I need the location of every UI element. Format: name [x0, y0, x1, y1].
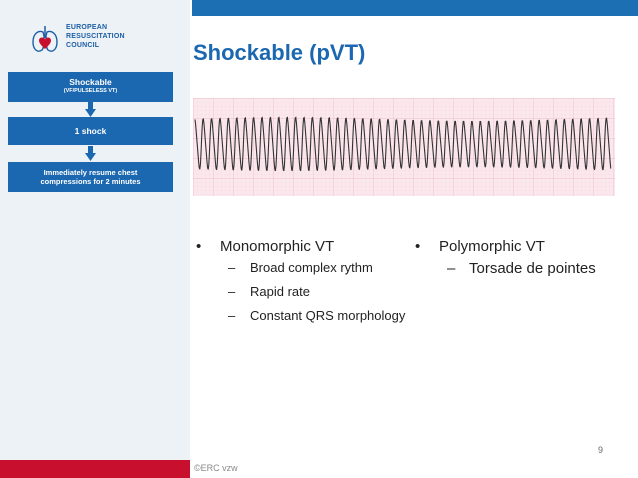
- sub-item: [196, 284, 426, 308]
- ecg-rhythm-strip: [193, 98, 615, 196]
- page-number: 9: [598, 445, 604, 455]
- bullet-item: [415, 238, 630, 260]
- flow-box-shockable-label: Shockable: [69, 77, 112, 87]
- bullet-dot: •: [415, 238, 421, 255]
- footer-copyright: ©ERC vzw: [194, 463, 238, 473]
- dash-marker: –: [228, 260, 236, 275]
- sub-item-text: Constant QRS morphology: [250, 308, 406, 323]
- logo-line-2: RESUSCITATION: [66, 33, 125, 40]
- left-sidebar-panel: [0, 0, 190, 460]
- flow-box-shockable-sublabel: (VF/PULSELESS VT): [63, 88, 118, 94]
- erc-logo: [30, 20, 170, 60]
- sub-item: [415, 260, 630, 282]
- dash-marker: –: [447, 260, 456, 277]
- dash-marker: –: [228, 284, 236, 299]
- flow-box-one-shock: [8, 117, 173, 145]
- sub-item-text: Rapid rate: [250, 284, 310, 299]
- sub-item-text: Broad complex rythm: [250, 260, 373, 275]
- arrow-down-icon: [85, 146, 96, 161]
- sub-item-text: Torsade de pointes: [469, 260, 596, 277]
- flow-box-resume-line-1: Immediately resume chest: [43, 168, 138, 177]
- polymorphic-column: [415, 238, 630, 282]
- bullet-dot: •: [196, 238, 202, 255]
- logo-line-1: EUROPEAN: [66, 24, 108, 31]
- slide-title: Shockable (pVT): [193, 40, 366, 65]
- dash-marker: –: [228, 308, 236, 323]
- flow-box-one-shock-label: 1 shock: [74, 126, 107, 136]
- flow-box-shockable: [8, 72, 173, 102]
- top-accent-bar: [192, 0, 638, 16]
- flow-box-resume-compressions: [8, 162, 173, 192]
- logo-line-3: COUNCIL: [66, 42, 100, 49]
- flow-box-resume-line-2: compressions for 2 minutes: [40, 177, 141, 186]
- lungs-heart-icon: [30, 22, 60, 56]
- flow-box-resume-compressions-label: [8, 168, 173, 186]
- bullet-item: [196, 238, 426, 260]
- logo-text: [66, 23, 125, 50]
- monomorphic-column: [196, 238, 426, 332]
- arrow-down-icon: [85, 102, 96, 117]
- sub-item: [196, 308, 426, 332]
- sub-item: [196, 260, 426, 284]
- bullet-polymorphic-vt: Polymorphic VT: [439, 238, 545, 255]
- bottom-accent-bar: [0, 460, 190, 478]
- bullet-monomorphic-vt: Monomorphic VT: [220, 238, 335, 255]
